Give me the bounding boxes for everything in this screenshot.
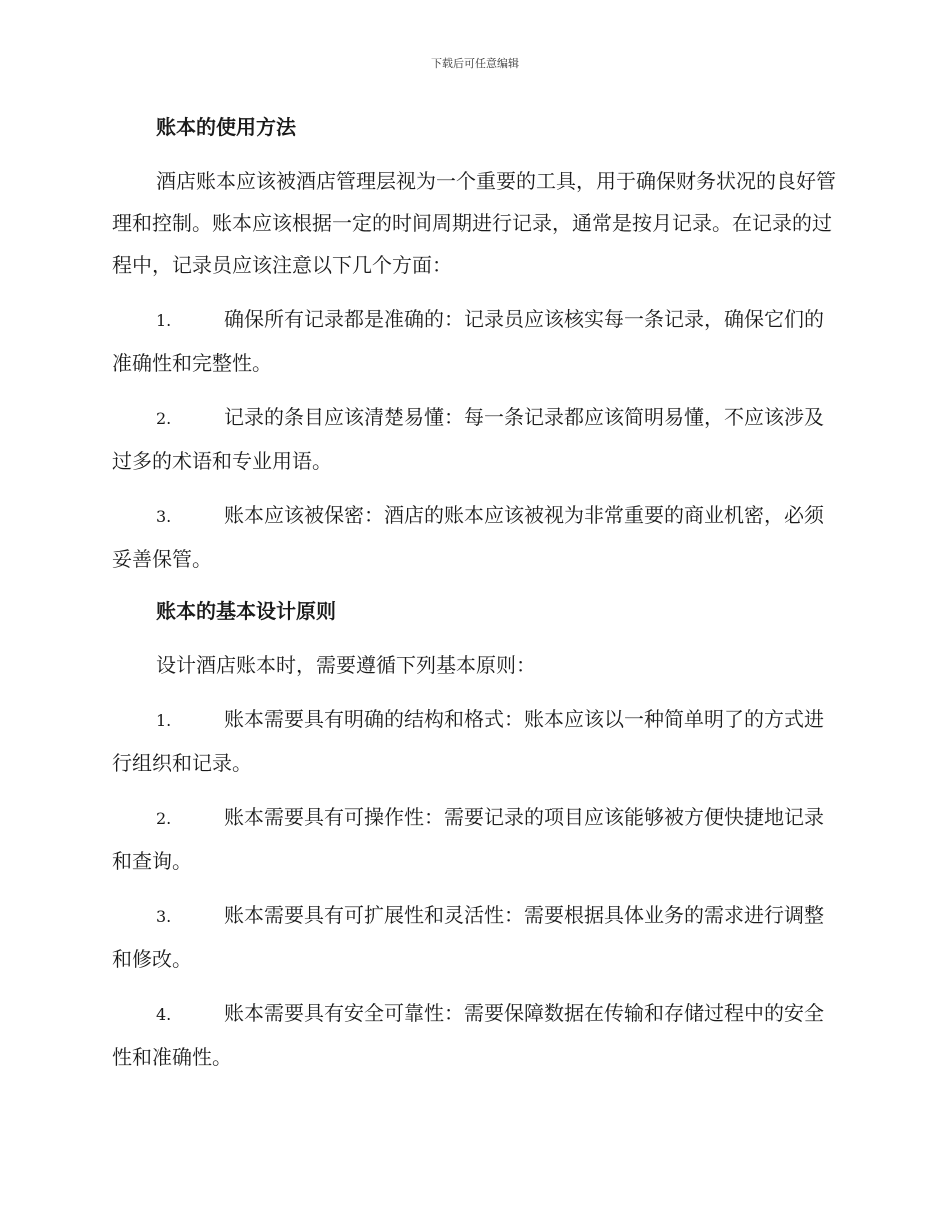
page-header-note: 下载后可任意编辑: [431, 57, 519, 70]
list-item-number: 2.: [156, 809, 172, 828]
list-item: [112, 796, 836, 882]
list-item-text: 账本需要具有可操作性：需要记录的项目应该能够被方便快捷地记录和查询。: [112, 805, 824, 873]
section-heading-usage: 账本的使用方法: [156, 115, 296, 139]
list-item-text: 账本需要具有可扩展性和灵活性：需要根据具体业务的需求进行调整和修改。: [112, 903, 824, 971]
list-item-text: 确保所有记录都是准确的：记录员应该核实每一条记录，确保它们的准确性和完整性。: [112, 307, 824, 375]
list-item-number: 4.: [156, 1005, 172, 1024]
list-item-number: 2.: [156, 409, 172, 428]
section-intro-usage: 酒店账本应该被酒店管理层视为一个重要的工具，用于确保财务状况的良好管理和控制。账本应该根据一定的时间周期进行记录，通常是按月记录。在记录的过程中，记录员应该注意以下几个方面：: [112, 169, 836, 277]
section-intro-design-principles: 设计酒店账本时，需要遵循下列基本原则：: [156, 653, 536, 677]
list-item-text: 账本需要具有安全可靠性：需要保障数据在传输和存储过程中的安全性和准确性。: [112, 1001, 824, 1069]
list-item: [112, 494, 836, 580]
list-item: [112, 698, 836, 784]
list-item-number: 3.: [156, 907, 172, 926]
document-body: [112, 108, 836, 1090]
list-item-text: 账本需要具有明确的结构和格式：账本应该以一种简单明了的方式进行组织和记录。: [112, 707, 824, 775]
list-item-text: 记录的条目应该清楚易懂：每一条记录都应该简明易懂，不应该涉及过多的术语和专业用语。: [112, 405, 824, 473]
list-item: [112, 298, 836, 384]
list-item-number: 1.: [156, 711, 172, 730]
list-item-text: 账本应该被保密：酒店的账本应该被视为非常重要的商业机密，必须妥善保管。: [112, 503, 824, 571]
list-item: [112, 992, 836, 1078]
list-item: [112, 894, 836, 980]
section-heading-design-principles: 账本的基本设计原则: [156, 599, 336, 623]
list-item-number: 3.: [156, 507, 172, 526]
list-item-number: 1.: [156, 311, 172, 330]
list-item: [112, 396, 836, 482]
